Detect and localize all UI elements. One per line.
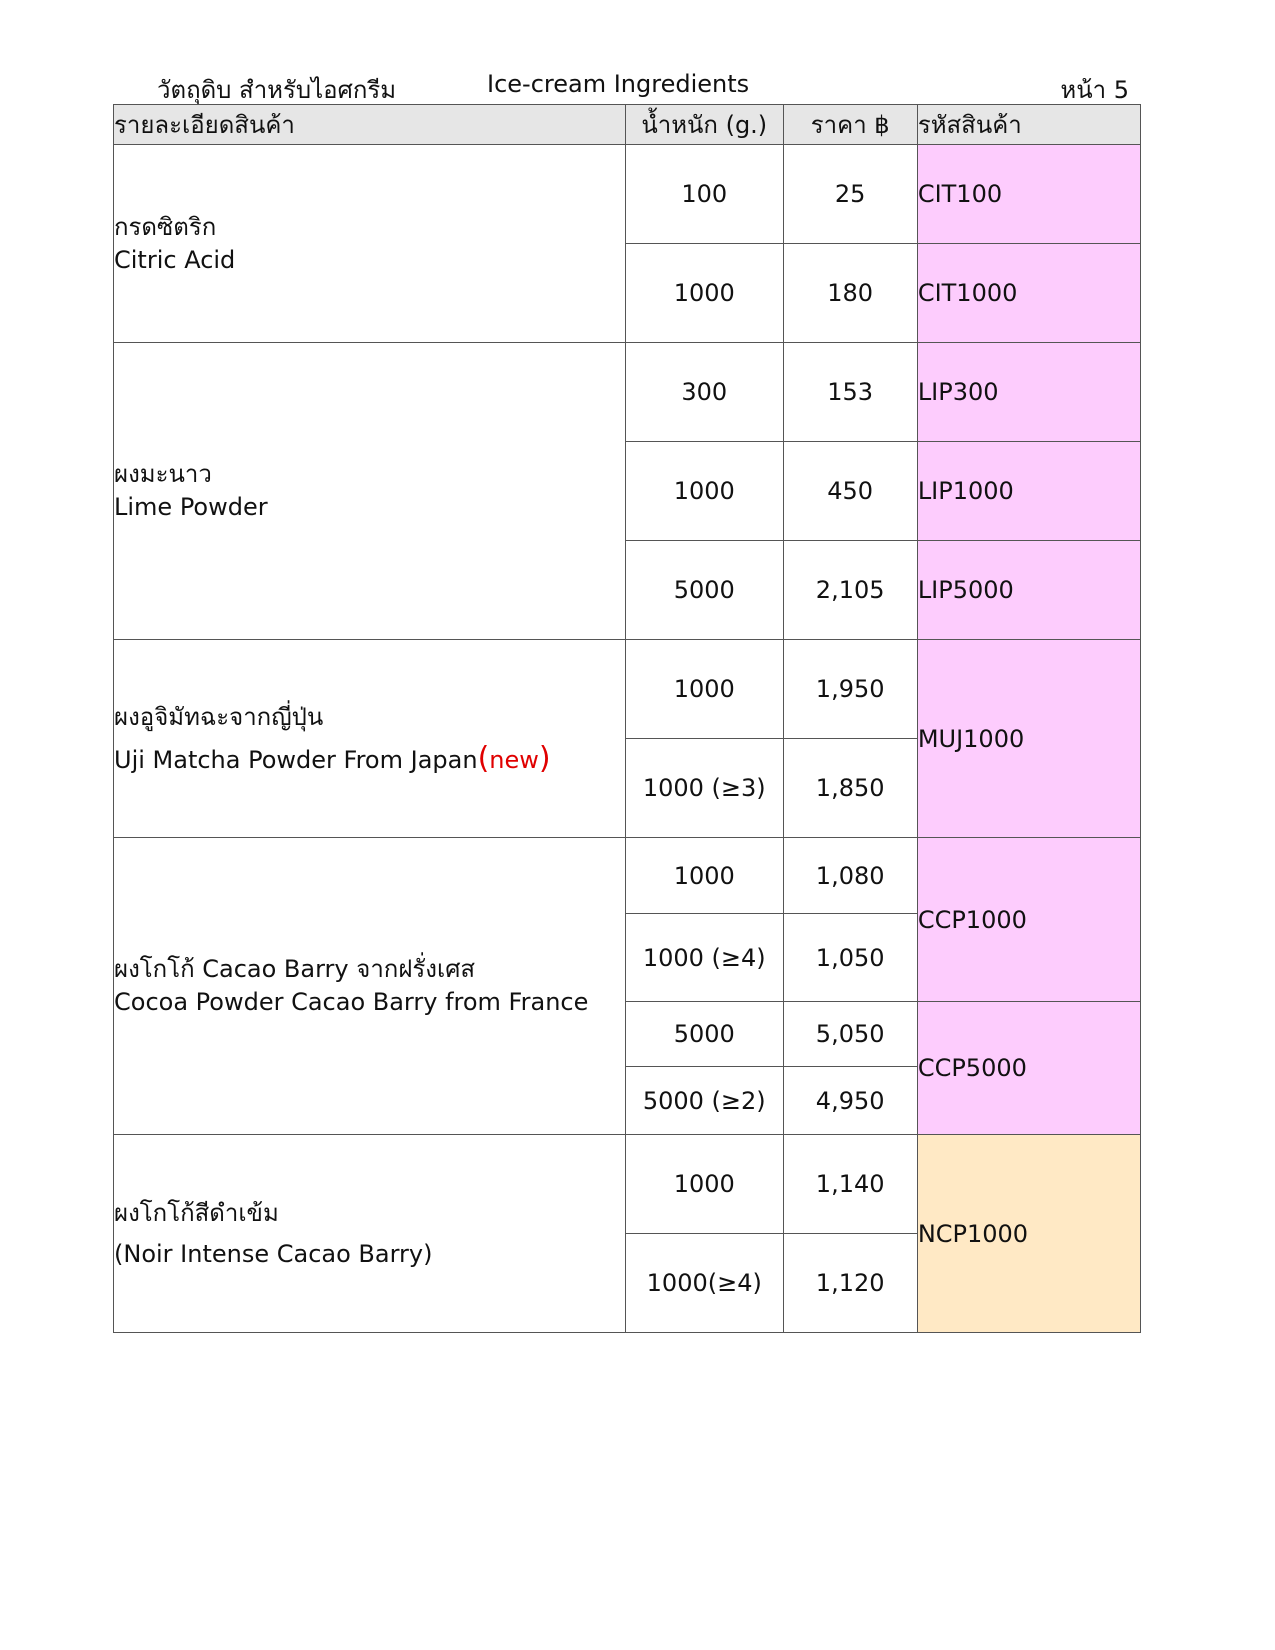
product-code-cell: MUJ1000 bbox=[917, 640, 1140, 838]
column-header-description: รายละเอียดสินค้า bbox=[114, 105, 626, 145]
product-code-cell: CCP5000 bbox=[917, 1002, 1140, 1135]
product-code-cell: CCP1000 bbox=[917, 838, 1140, 1002]
product-name-english: Uji Matcha Powder From Japan bbox=[114, 745, 478, 774]
table-header-row bbox=[114, 105, 1141, 145]
weight-cell: 100 bbox=[625, 145, 783, 244]
product-name-thai: ผงมะนาว bbox=[114, 460, 212, 488]
product-code-cell: CIT100 bbox=[917, 145, 1140, 244]
weight-cell: 5000 (≥2) bbox=[625, 1067, 783, 1135]
price-cell: 5,050 bbox=[783, 1002, 917, 1067]
product-description bbox=[114, 838, 626, 1135]
price-cell: 1,850 bbox=[783, 739, 917, 838]
price-cell: 180 bbox=[783, 244, 917, 343]
weight-cell: 1000 bbox=[625, 442, 783, 541]
product-code-cell: LIP300 bbox=[917, 343, 1140, 442]
table-row bbox=[114, 145, 1141, 244]
header-thai-title: วัตถุดิบ สำหรับไอศกรีม bbox=[157, 76, 397, 104]
price-cell: 25 bbox=[783, 145, 917, 244]
product-name-thai: ผงโกโก้สีดำเข้ม bbox=[114, 1198, 279, 1227]
product-code-cell: LIP1000 bbox=[917, 442, 1140, 541]
header-english-title: Ice-cream Ingredients bbox=[487, 70, 750, 98]
weight-cell: 1000 bbox=[625, 1135, 783, 1234]
price-table bbox=[113, 104, 1141, 1333]
price-cell: 450 bbox=[783, 442, 917, 541]
price-cell: 4,950 bbox=[783, 1067, 917, 1135]
weight-cell: 1000 bbox=[625, 244, 783, 343]
weight-cell: 1000 (≥3) bbox=[625, 739, 783, 838]
table-row bbox=[114, 838, 1141, 914]
product-name-english: (Noir Intense Cacao Barry) bbox=[114, 1239, 433, 1268]
product-name-english: Lime Powder bbox=[114, 493, 268, 521]
product-description bbox=[114, 1135, 626, 1333]
product-description bbox=[114, 343, 626, 640]
column-header-code: รหัสสินค้า bbox=[917, 105, 1140, 145]
weight-cell: 300 bbox=[625, 343, 783, 442]
product-name-english: Cocoa Powder Cacao Barry from France bbox=[114, 988, 589, 1016]
price-cell: 1,080 bbox=[783, 838, 917, 914]
weight-cell: 1000 bbox=[625, 838, 783, 914]
price-cell: 2,105 bbox=[783, 541, 917, 640]
price-cell: 1,050 bbox=[783, 914, 917, 1002]
weight-cell: 1000 bbox=[625, 640, 783, 739]
price-cell: 1,120 bbox=[783, 1234, 917, 1333]
product-name-thai: ผงอูจิมัทฉะจากญี่ปุ่น bbox=[114, 702, 324, 731]
product-description bbox=[114, 640, 626, 838]
product-code-cell: CIT1000 bbox=[917, 244, 1140, 343]
page-header bbox=[0, 70, 1275, 104]
table-row bbox=[114, 343, 1141, 442]
product-code-cell: NCP1000 bbox=[917, 1135, 1140, 1333]
weight-cell: 1000(≥4) bbox=[625, 1234, 783, 1333]
table-row bbox=[114, 1135, 1141, 1234]
product-name-english: Citric Acid bbox=[114, 245, 236, 274]
product-name-english-line bbox=[114, 742, 625, 777]
page-number: หน้า 5 bbox=[1060, 76, 1129, 104]
table-row bbox=[114, 640, 1141, 739]
column-header-price: ราคา ฿ bbox=[783, 105, 917, 145]
product-code-cell: LIP5000 bbox=[917, 541, 1140, 640]
product-description bbox=[114, 145, 626, 343]
weight-cell: 1000 (≥4) bbox=[625, 914, 783, 1002]
weight-cell: 5000 bbox=[625, 1002, 783, 1067]
price-cell: 153 bbox=[783, 343, 917, 442]
new-badge: (new) bbox=[477, 740, 551, 776]
product-name-thai: กรดซิตริก bbox=[114, 212, 217, 241]
weight-cell: 5000 bbox=[625, 541, 783, 640]
price-cell: 1,140 bbox=[783, 1135, 917, 1234]
product-name-thai: ผงโกโก้ Cacao Barry จากฝรั่งเศส bbox=[114, 955, 476, 983]
price-cell: 1,950 bbox=[783, 640, 917, 739]
column-header-weight: น้ำหนัก (g.) bbox=[625, 105, 783, 145]
